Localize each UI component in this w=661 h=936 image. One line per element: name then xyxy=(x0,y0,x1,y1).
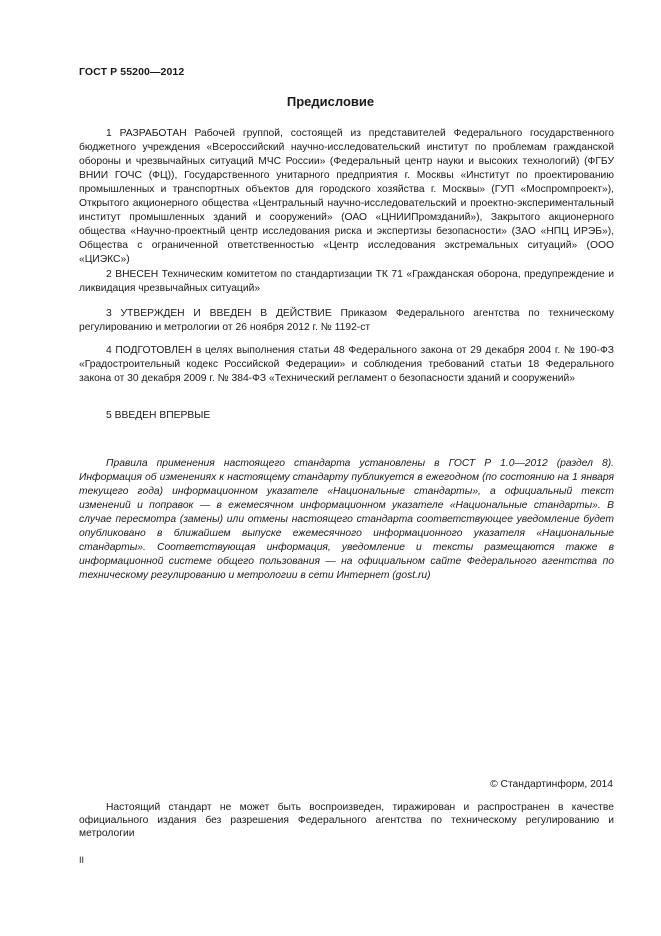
reproduction-notice xyxy=(79,801,614,840)
section-1 xyxy=(79,127,614,267)
section-2 xyxy=(79,268,614,296)
page-number: II xyxy=(79,855,85,865)
document-code: ГОСТ Р 55200—2012 xyxy=(79,66,185,78)
application-rules-note xyxy=(79,457,614,583)
section-1-text: 1 РАЗРАБОТАН Рабочей группой, состоящей из представителей Федерального государственного бюджетного учреждения «Всероссийский научно-исследовательский институт по проблемам гражданской обороны и чрезвычайных ситуаций МЧС России» (Федеральный центр науки и высоких технологий) (ФГБУ ВНИИ ГОЧС (ФЦ)), Государственного унитарного предприятия г. Москвы «Институт по проектированию промышленных и транспортных объектов для городского хозяйства г. Москвы» (ГУП «Моспромпроект»), Открытого акционерного общества «Центральный научно-исследовательский и проектно-экспериментальный институт промышленных зданий и сооружений» (ОАО «ЦНИИПромзданий»), Закрытого акционерного общества «Научно-проектный центр исследования риска и экспертизы безопасности» (ЗАО «НПЦ ИРЭБ»), Общества с ограниченной ответственностью «Центр исследования экстремальных ситуаций» (ООО «ЦИЭКС») xyxy=(79,128,614,265)
section-4-text: 4 ПОДГОТОВЛЕН в целях выполнения статьи 48 Федерального закона от 29 декабря 2004 г. № 190-ФЗ «Градостроительный кодекс Российской Федерации» и соблюдения требований статьи 18 Федерального закона от 30 декабря 2009 г. № 384-ФЗ «Технический регламент о безопасности зданий и сооружений» xyxy=(79,345,614,384)
page-title: Предисловие xyxy=(286,94,375,109)
notice-text: Настоящий стандарт не может быть воспроизведен, тиражирован и распространен в качестве официального издания без разрешения Федерального агентства по техническому регулированию и метрологии xyxy=(79,802,614,839)
section-2-text: 2 ВНЕСЕН Техническим комитетом по стандартизации ТК 71 «Гражданская оборона, предупреждение и ликвидация чрезвычайных ситуаций» xyxy=(79,269,614,294)
copyright: © Стандартинформ, 2014 xyxy=(490,779,613,790)
section-3 xyxy=(79,307,614,335)
section-4 xyxy=(79,344,614,386)
note-text: Правила применения настоящего стандарта установлены в ГОСТ Р 1.0—2012 (раздел 8). Информация об изменениях к настоящему стандарту публикуется в ежегодном (по состоянию на 1 января текущего года) информационном указателе «Национальные стандарты», а официальный текст изменений и поправок — в ежемесячном информационном указателе «Национальные стандарты». В случае пересмотра (замены) или отмены настоящего стандарта соответствующее уведомление будет опубликовано в ближайшем выпуске ежемесячного информационного указателя «Национальные стандарты». Соответствующая информация, уведомление и тексты размещаются также в информационной системе общего пользования — на официальном сайте Федерального агентства по техническому регулированию и метрологии в сети Интернет (gost.ru) xyxy=(79,458,614,581)
section-5-text: 5 ВВЕДЕН ВПЕРВЫЕ xyxy=(106,410,211,421)
section-3-text: 3 УТВЕРЖДЕН И ВВЕДЕН В ДЕЙСТВИЕ Приказом Федерального агентства по техническому регулированию и метрологии от 26 ноября 2012 г. № 1192-ст xyxy=(79,308,614,333)
section-5 xyxy=(79,409,614,423)
